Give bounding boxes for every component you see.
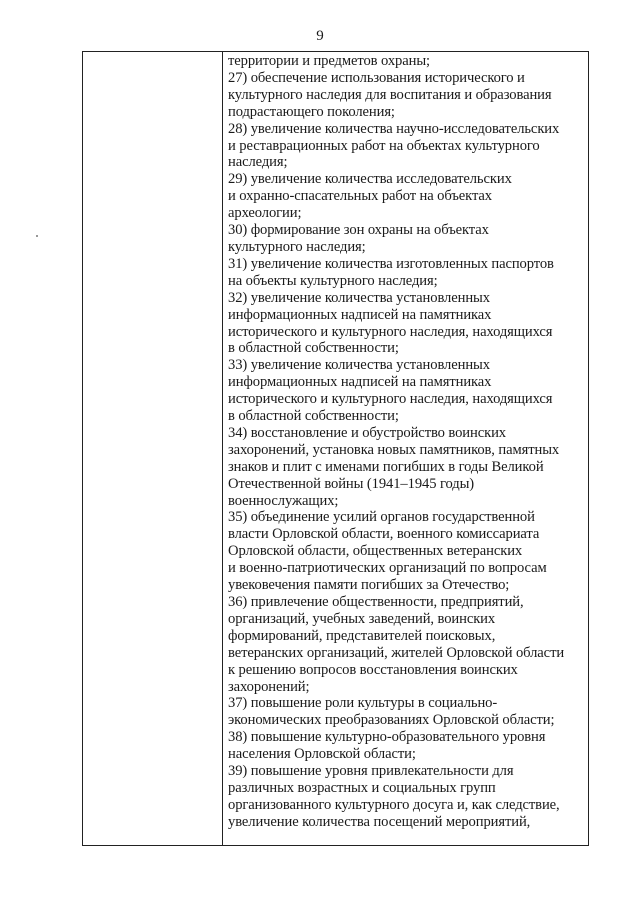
scan-speck — [36, 235, 38, 237]
text-line: культурного наследия для воспитания и образования — [228, 86, 552, 103]
text-line: 38) повышение культурно-образовательного уровня — [228, 729, 546, 746]
text-line: и военно-патриотических организаций по вопросам — [228, 560, 547, 577]
page-number: 9 — [316, 28, 324, 44]
text-line: 39) повышение уровня привлекательности для — [228, 763, 514, 780]
text-line: исторического и культурного наследия, находящихся — [228, 323, 553, 340]
text-line: 28) увеличение количества научно-исследовательских — [228, 120, 560, 137]
text-line: Орловской области, общественных ветеранских — [228, 543, 523, 560]
text-line: 30) формирование зон охраны на объектах — [228, 222, 489, 239]
text-line: информационных надписей на памятниках — [228, 374, 492, 391]
text-line: 29) увеличение количества исследовательских — [228, 171, 512, 188]
text-line: Отечественной войны (1941–1945 годы) — [228, 475, 475, 492]
text-line: 27) обеспечение использования исторического и — [228, 69, 525, 86]
table-left-column — [83, 52, 223, 845]
table-right-column — [228, 53, 586, 831]
text-line: организованного культурного досуга и, как следствие, — [228, 796, 560, 813]
text-line: и охранно-спасательных работ на объектах — [228, 188, 492, 205]
text-line: 34) восстановление и обустройство воинских — [228, 424, 506, 441]
text-line: на объекты культурного наследия; — [228, 272, 438, 289]
text-line: ветеранских организаций, жителей Орловской области — [228, 644, 565, 661]
text-line: исторического и культурного наследия, находящихся — [228, 391, 553, 408]
text-line: 33) увеличение количества установленных — [228, 357, 490, 374]
document-table — [82, 51, 589, 846]
text-line: увековечения памяти погибших за Отечество; — [228, 577, 510, 594]
text-line: в областной собственности; — [228, 408, 399, 425]
text-line: и реставрационных работ на объектах культурного — [228, 137, 540, 154]
text-line: информационных надписей на памятниках — [228, 306, 492, 323]
text-line: организаций, учебных заведений, воинских — [228, 610, 496, 627]
text-line: территории и предметов охраны; — [228, 53, 430, 69]
text-line: различных возрастных и социальных групп — [228, 779, 496, 796]
text-line: 31) увеличение количества изготовленных паспортов — [228, 255, 554, 272]
text-line: 32) увеличение количества установленных — [228, 289, 490, 306]
text-line: 36) привлечение общественности, предприятий, — [228, 594, 524, 610]
text-line: власти Орловской области, военного комиссариата — [228, 526, 540, 543]
text-line: увеличение количества посещений мероприятий, — [228, 813, 531, 830]
text-line: 35) объединение усилий органов государственной — [228, 509, 535, 526]
text-line: культурного наследия; — [228, 238, 366, 255]
text-line: археологии; — [228, 205, 302, 222]
text-line: 37) повышение роли культуры в социально- — [228, 695, 498, 712]
text-line: в областной собственности; — [228, 340, 399, 357]
text-line: формирований, представителей поисковых, — [228, 627, 496, 644]
text-line: захоронений; — [228, 678, 310, 695]
text-line: военнослужащих; — [228, 492, 339, 509]
text-line: захоронений, установка новых памятников, памятных — [228, 441, 560, 458]
text-line: экономических преобразованиях Орловской области; — [228, 712, 555, 729]
text-line: знаков и плит с именами погибших в годы Великой — [228, 458, 544, 475]
text-line: наследия; — [228, 154, 288, 171]
text-line: к решению вопросов восстановления воинских — [228, 661, 518, 678]
text-line: населения Орловской области; — [228, 746, 416, 763]
text-line: подрастающего поколения; — [228, 103, 395, 120]
